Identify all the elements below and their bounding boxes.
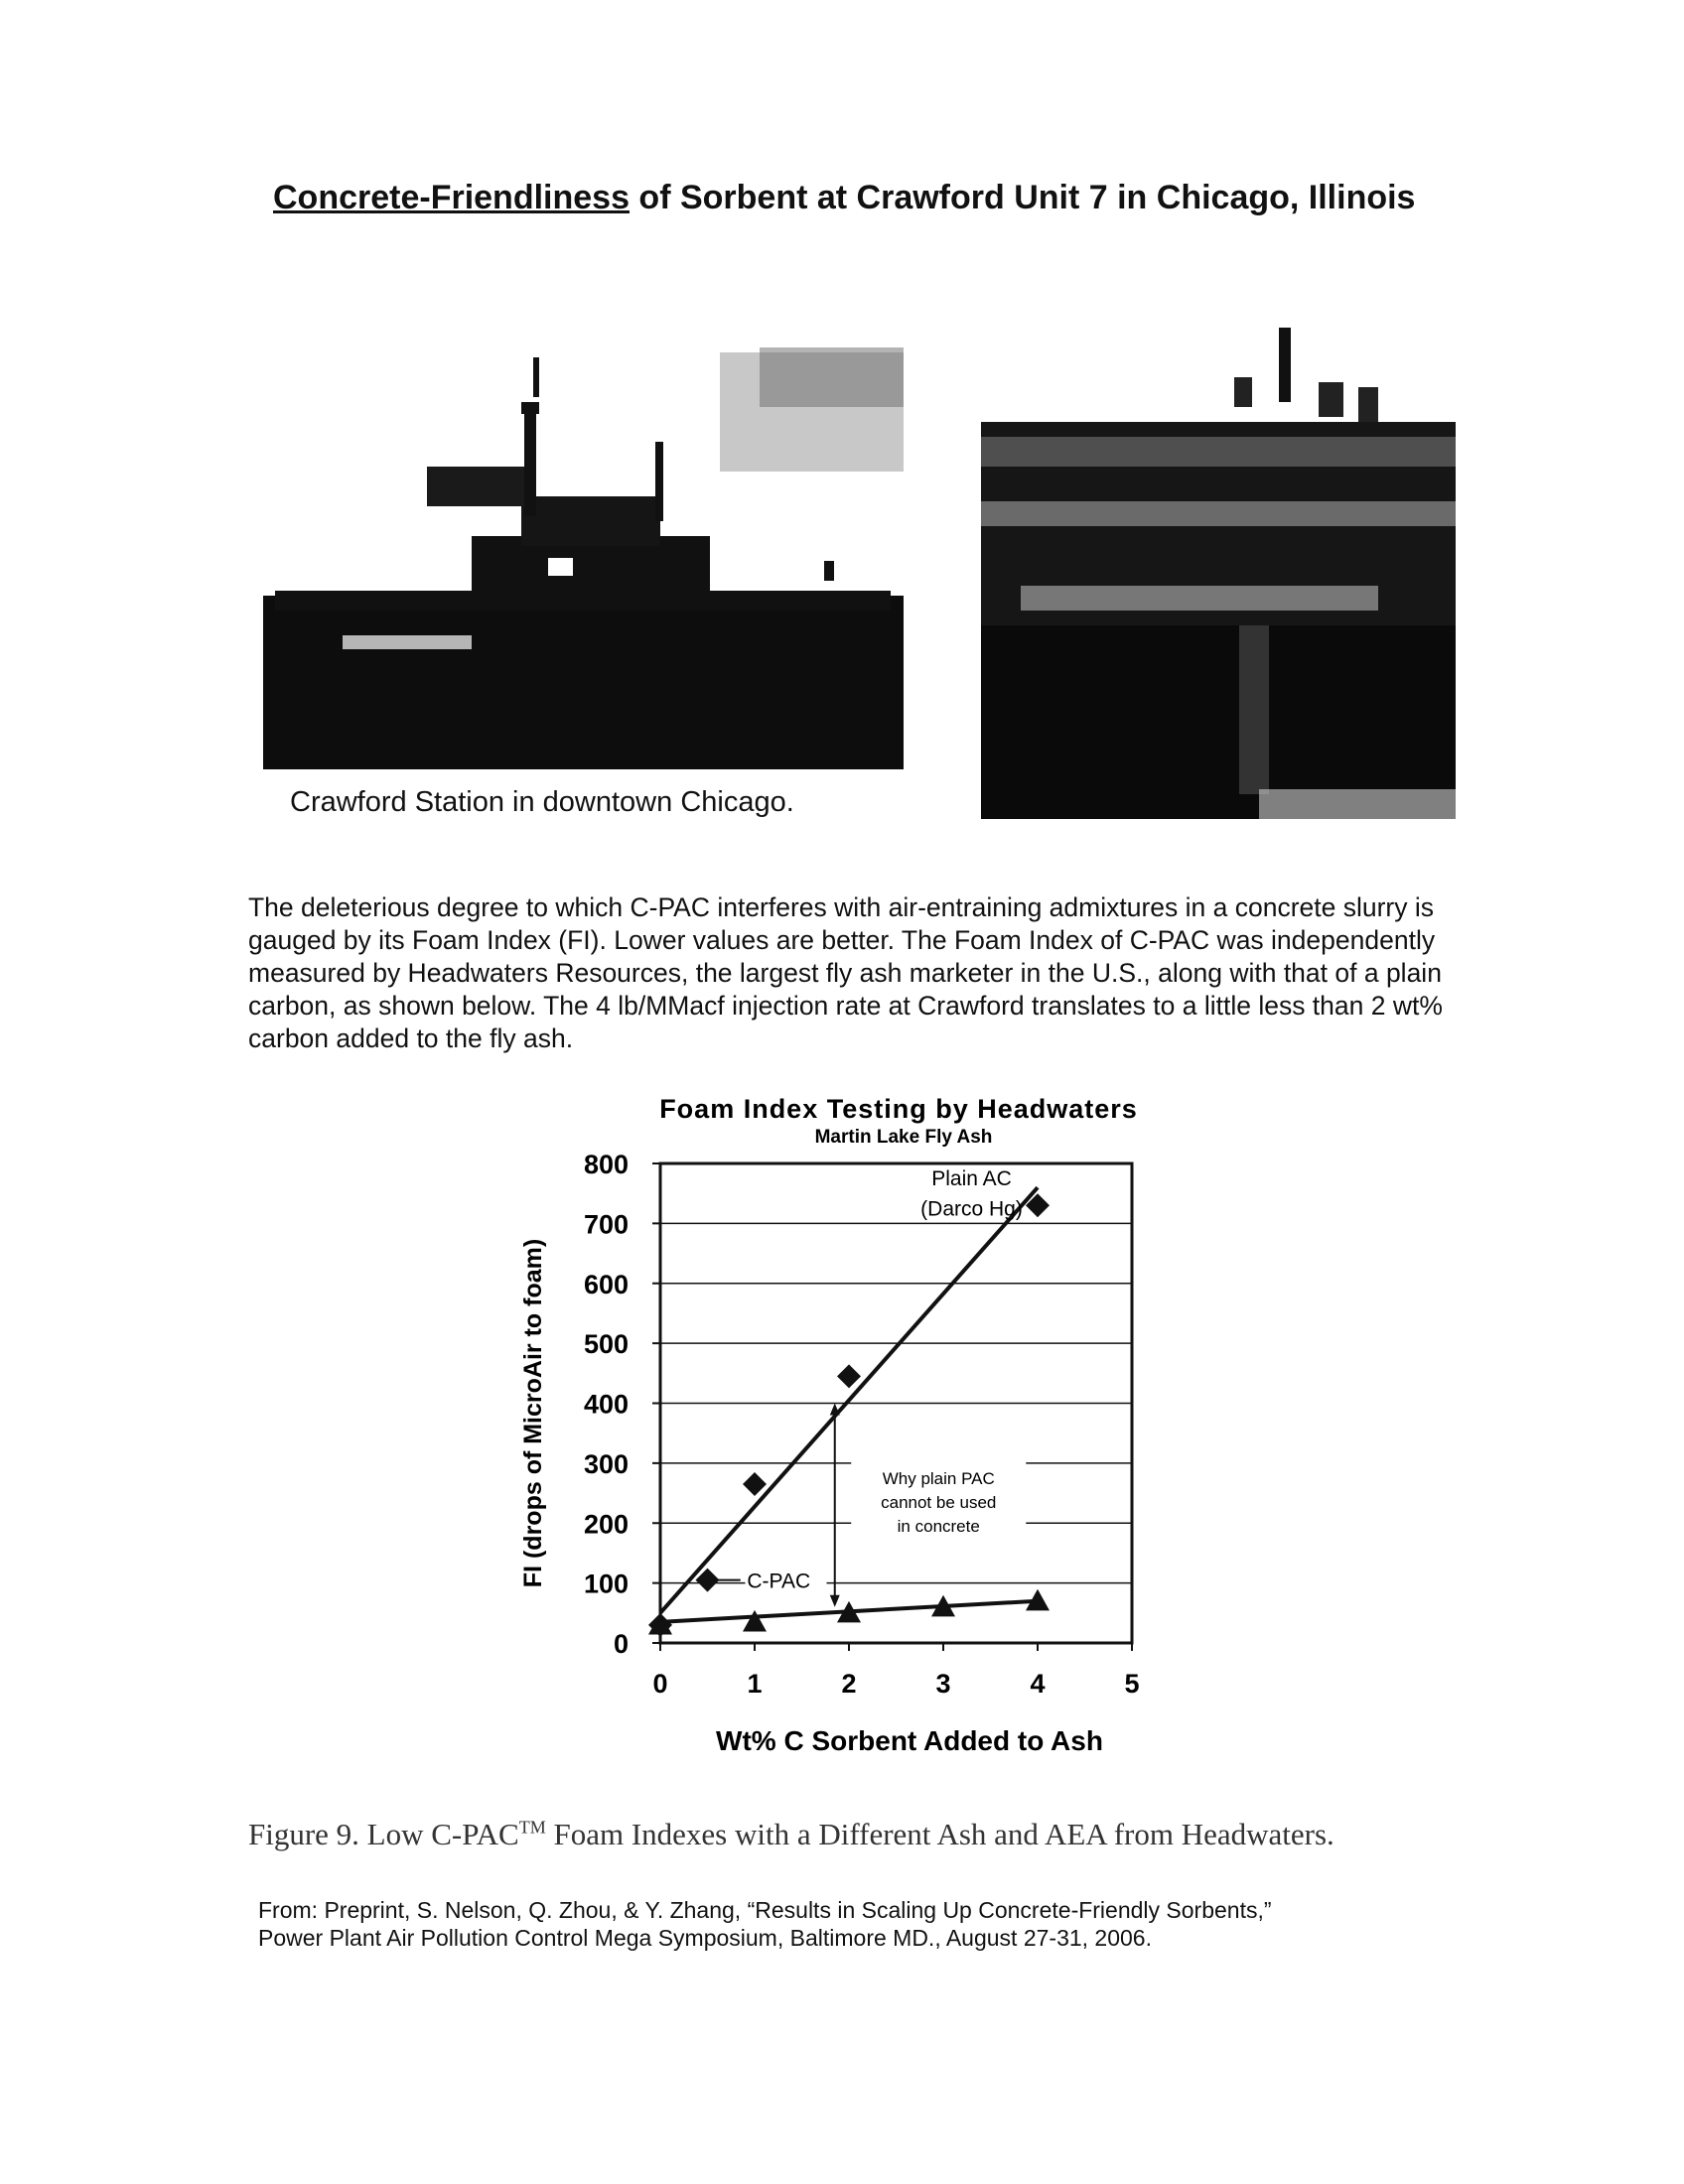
x-tick-label-1: 1 [747,1669,763,1699]
chart-subtitle: Martin Lake Fly Ash [814,1127,993,1148]
trendline-plain-ac [660,1187,1038,1613]
x-tick-label-0: 0 [652,1669,668,1699]
y-tick-label-700: 700 [583,1209,629,1240]
body-paragraph: The deleterious degree to which C-PAC interferes with air-entraining admixtures in a concrete slurry is gauged by its Foam Index (FI). Lower values are better. The Foam Index of C-PAC was independently measured by Headwaters Resources, the largest fly ash marketer in the U.S., along with that of a plain carbon, as shown below. The 4 lb/MMacf injection rate at Crawford translates to a little less than 2 wt% carbon added to the fly ash. [248,892,1443,1053]
annotation-line-1: Why plain PAC [882,1469,995,1489]
x-axis-ticks [652,1643,1139,1699]
y-tick-label-600: 600 [583,1269,629,1299]
x-tick-label-4: 4 [1030,1669,1046,1699]
figure-caption [248,1817,1499,1852]
annotation-line-2: cannot be used [881,1493,997,1513]
y-tick-label-300: 300 [583,1448,629,1479]
arrow-head-down [830,1595,840,1607]
y-tick-label-0: 0 [613,1629,629,1659]
figure-caption-rest: Foam Indexes with a Different Ash and AEA from Headwaters. [545,1817,1334,1851]
photo-caption: Crawford Station in downtown Chicago. [290,786,794,818]
figure-caption-text: Figure 9. Low C-PAC [248,1817,519,1851]
title-underlined: Concrete-Friendliness [273,179,630,216]
x-axis-label: Wt% C Sorbent Added to Ash [716,1725,1103,1756]
chart-title: Foam Index Testing by Headwaters [659,1094,1138,1124]
y-tick-label-500: 500 [583,1329,629,1360]
c-pac-label: C-PAC [747,1570,811,1593]
y-axis-label: FI (drops of MicroAir to foam) [519,1238,547,1588]
annotation-line-3: in concrete [897,1517,980,1537]
source-citation [258,1896,1509,1952]
title-rest: of Sorbent at Crawford Unit 7 in Chicago, Illinois [629,179,1416,216]
page-title [273,179,1514,217]
y-tick-label-100: 100 [583,1569,629,1599]
plain-ac-label-line-2: (Darco Hg) [920,1197,1023,1221]
difference-arrow [830,1404,840,1607]
c-pac-point-1 [743,1610,767,1632]
plain-ac-label-line-1: Plain AC [931,1167,1012,1191]
y-tick-label-200: 200 [583,1509,629,1540]
x-tick-label-3: 3 [935,1669,951,1699]
plain-ac-point-2 [743,1472,767,1496]
source-line-1: From: Preprint, S. Nelson, Q. Zhou, & Y. Zhang, “Results in Scaling Up Concrete-Friendly Sorbents,” [258,1897,1272,1923]
y-axis-ticks [584,1150,660,1659]
foam-index-chart [496,1087,1192,1782]
x-tick-label-5: 5 [1124,1669,1140,1699]
chicago-skyline-photo [981,328,1456,819]
data-markers [648,1193,1050,1637]
source-line-2: Power Plant Air Pollution Control Mega Symposium, Baltimore MD., August 27-31, 2006. [258,1925,1152,1951]
trendlines [660,1187,1038,1622]
y-tick-label-800: 800 [583,1150,629,1179]
y-tick-label-400: 400 [583,1389,629,1420]
c-pac-label-group [708,1567,827,1594]
plain-ac-point-3 [837,1364,861,1388]
arrow-head-up [830,1404,840,1416]
trademark: TM [518,1817,546,1838]
x-tick-label-2: 2 [841,1669,857,1699]
crawford-station-photo [263,347,904,769]
annotation-box [851,1462,1026,1538]
plain-ac-label [920,1167,1023,1220]
